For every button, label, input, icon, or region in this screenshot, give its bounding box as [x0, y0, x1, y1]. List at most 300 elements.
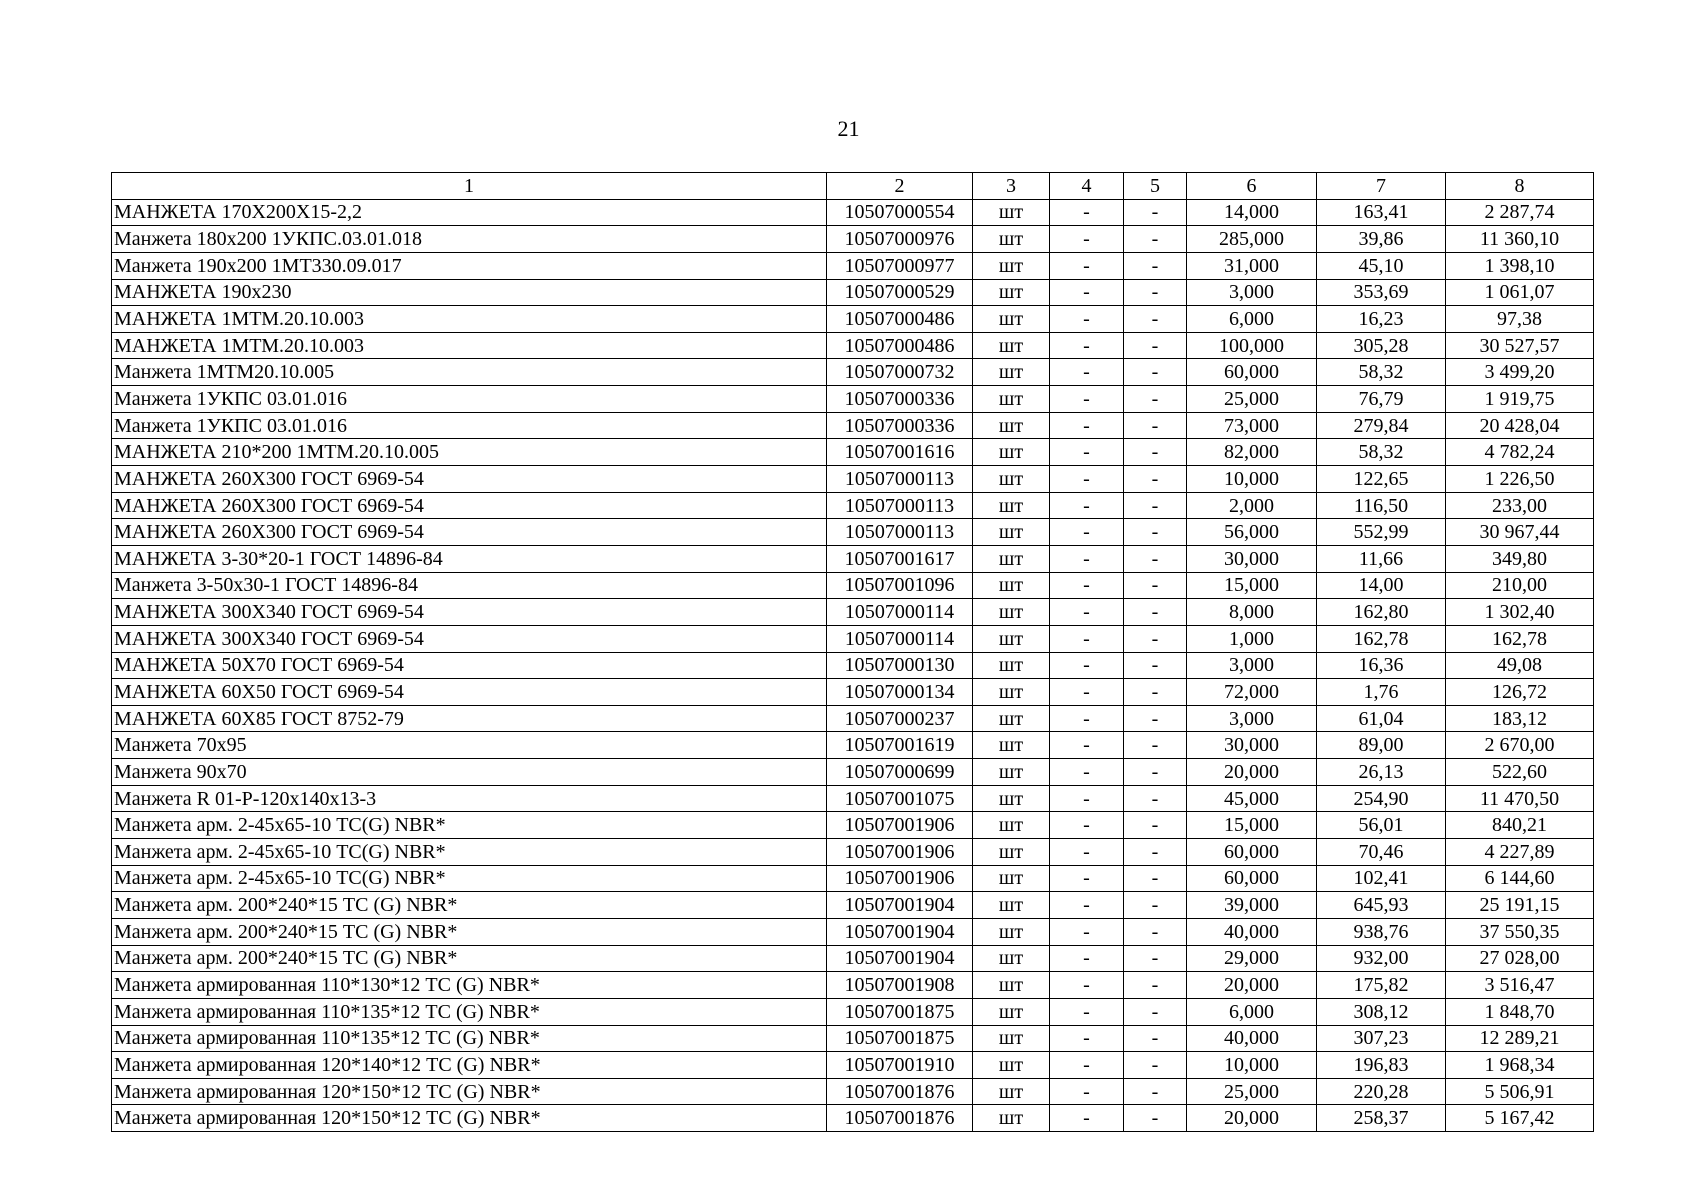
item-code-cell: 10507000554 — [827, 199, 973, 226]
item-code-cell: 10507000336 — [827, 412, 973, 439]
price-cell: 89,00 — [1317, 732, 1446, 759]
item-code-cell: 10507000486 — [827, 306, 973, 333]
item-name-cell: МАНЖЕТА 3-30*20-1 ГОСТ 14896-84 — [112, 545, 827, 572]
col4-cell: - — [1050, 386, 1124, 413]
quantity-cell: 2,000 — [1187, 492, 1317, 519]
item-name-cell: Манжета 3-50х30-1 ГОСТ 14896-84 — [112, 572, 827, 599]
price-cell: 254,90 — [1317, 785, 1446, 812]
table-row — [112, 1025, 1594, 1052]
column-header-7: 7 — [1317, 173, 1446, 200]
item-code-cell: 10507001906 — [827, 865, 973, 892]
quantity-cell: 60,000 — [1187, 865, 1317, 892]
column-header-3: 3 — [973, 173, 1050, 200]
unit-cell: шт — [973, 466, 1050, 493]
col5-cell: - — [1124, 599, 1187, 626]
quantity-cell: 45,000 — [1187, 785, 1317, 812]
column-header-2: 2 — [827, 173, 973, 200]
col4-cell: - — [1050, 812, 1124, 839]
table-row — [112, 732, 1594, 759]
table-row — [112, 545, 1594, 572]
quantity-cell: 10,000 — [1187, 1052, 1317, 1079]
col5-cell: - — [1124, 679, 1187, 706]
amount-cell: 522,60 — [1446, 759, 1594, 786]
unit-cell: шт — [973, 279, 1050, 306]
col4-cell: - — [1050, 466, 1124, 493]
col5-cell: - — [1124, 519, 1187, 546]
item-name-cell: Манжета армированная 120*140*12 TC (G) NBR* — [112, 1052, 827, 1079]
col4-cell: - — [1050, 785, 1124, 812]
col5-cell: - — [1124, 439, 1187, 466]
price-cell: 56,01 — [1317, 812, 1446, 839]
amount-cell: 3 499,20 — [1446, 359, 1594, 386]
unit-cell: шт — [973, 252, 1050, 279]
amount-cell: 210,00 — [1446, 572, 1594, 599]
table-row — [112, 599, 1594, 626]
col5-cell: - — [1124, 998, 1187, 1025]
col5-cell: - — [1124, 865, 1187, 892]
price-cell: 932,00 — [1317, 945, 1446, 972]
unit-cell: шт — [973, 759, 1050, 786]
col5-cell: - — [1124, 466, 1187, 493]
amount-cell: 11 470,50 — [1446, 785, 1594, 812]
col5-cell: - — [1124, 785, 1187, 812]
table-row — [112, 572, 1594, 599]
item-name-cell: Манжета 190х200 1МТ330.09.017 — [112, 252, 827, 279]
item-name-cell: МАНЖЕТА 190х230 — [112, 279, 827, 306]
item-name-cell: МАНЖЕТА 210*200 1МТМ.20.10.005 — [112, 439, 827, 466]
item-code-cell: 10507001904 — [827, 918, 973, 945]
amount-cell: 6 144,60 — [1446, 865, 1594, 892]
item-name-cell: Манжета армированная 110*130*12 TC (G) NBR* — [112, 972, 827, 999]
price-cell: 76,79 — [1317, 386, 1446, 413]
item-name-cell: Манжета 180х200 1УКПС.03.01.018 — [112, 226, 827, 253]
col5-cell: - — [1124, 199, 1187, 226]
price-cell: 1,76 — [1317, 679, 1446, 706]
item-code-cell: 10507001096 — [827, 572, 973, 599]
price-cell: 196,83 — [1317, 1052, 1446, 1079]
item-code-cell: 10507000699 — [827, 759, 973, 786]
table-row — [112, 332, 1594, 359]
price-cell: 353,69 — [1317, 279, 1446, 306]
price-cell: 116,50 — [1317, 492, 1446, 519]
col4-cell: - — [1050, 599, 1124, 626]
table-row — [112, 785, 1594, 812]
table-row — [112, 252, 1594, 279]
amount-cell: 5 167,42 — [1446, 1105, 1594, 1132]
amount-cell: 2 670,00 — [1446, 732, 1594, 759]
quantity-cell: 73,000 — [1187, 412, 1317, 439]
col4-cell: - — [1050, 332, 1124, 359]
quantity-cell: 100,000 — [1187, 332, 1317, 359]
item-name-cell: МАНЖЕТА 260Х300 ГОСТ 6969-54 — [112, 492, 827, 519]
amount-cell: 4 227,89 — [1446, 839, 1594, 866]
price-cell: 645,93 — [1317, 892, 1446, 919]
unit-cell: шт — [973, 625, 1050, 652]
price-cell: 58,32 — [1317, 359, 1446, 386]
amount-cell: 27 028,00 — [1446, 945, 1594, 972]
page-number: 21 — [837, 116, 860, 141]
col4-cell: - — [1050, 492, 1124, 519]
unit-cell: шт — [973, 679, 1050, 706]
item-name-cell: Манжета 70х95 — [112, 732, 827, 759]
unit-cell: шт — [973, 972, 1050, 999]
unit-cell: шт — [973, 732, 1050, 759]
amount-cell: 20 428,04 — [1446, 412, 1594, 439]
item-code-cell: 10507001910 — [827, 1052, 973, 1079]
unit-cell: шт — [973, 545, 1050, 572]
price-cell: 279,84 — [1317, 412, 1446, 439]
item-name-cell: МАНЖЕТА 260Х300 ГОСТ 6969-54 — [112, 466, 827, 493]
col5-cell: - — [1124, 306, 1187, 333]
col5-cell: - — [1124, 492, 1187, 519]
price-cell: 16,36 — [1317, 652, 1446, 679]
table-row — [112, 652, 1594, 679]
amount-cell: 1 919,75 — [1446, 386, 1594, 413]
item-name-cell: Манжета арм. 2-45х65-10 TC(G) NBR* — [112, 812, 827, 839]
col5-cell: - — [1124, 732, 1187, 759]
table-row — [112, 759, 1594, 786]
col4-cell: - — [1050, 439, 1124, 466]
unit-cell: шт — [973, 332, 1050, 359]
unit-cell: шт — [973, 572, 1050, 599]
table-row — [112, 199, 1594, 226]
price-cell: 102,41 — [1317, 865, 1446, 892]
price-cell: 220,28 — [1317, 1078, 1446, 1105]
item-code-cell: 10507001904 — [827, 892, 973, 919]
table-row — [112, 279, 1594, 306]
item-code-cell: 10507001617 — [827, 545, 973, 572]
item-name-cell: МАНЖЕТА 260Х300 ГОСТ 6969-54 — [112, 519, 827, 546]
item-code-cell: 10507000336 — [827, 386, 973, 413]
price-cell: 45,10 — [1317, 252, 1446, 279]
column-header-5: 5 — [1124, 173, 1187, 200]
price-cell: 938,76 — [1317, 918, 1446, 945]
amount-cell: 97,38 — [1446, 306, 1594, 333]
price-cell: 307,23 — [1317, 1025, 1446, 1052]
col5-cell: - — [1124, 839, 1187, 866]
col5-cell: - — [1124, 1078, 1187, 1105]
item-code-cell: 10507000529 — [827, 279, 973, 306]
col4-cell: - — [1050, 519, 1124, 546]
quantity-cell: 14,000 — [1187, 199, 1317, 226]
item-name-cell: Манжета 90х70 — [112, 759, 827, 786]
quantity-cell: 1,000 — [1187, 625, 1317, 652]
table-row — [112, 359, 1594, 386]
item-code-cell: 10507000113 — [827, 519, 973, 546]
unit-cell: шт — [973, 1078, 1050, 1105]
unit-cell: шт — [973, 226, 1050, 253]
item-name-cell: Манжета 1УКПС 03.01.016 — [112, 412, 827, 439]
unit-cell: шт — [973, 892, 1050, 919]
item-code-cell: 10507000977 — [827, 252, 973, 279]
unit-cell: шт — [973, 839, 1050, 866]
col4-cell: - — [1050, 652, 1124, 679]
col5-cell: - — [1124, 1105, 1187, 1132]
table-row — [112, 492, 1594, 519]
item-name-cell: Манжета армированная 120*150*12 TC (G) NBR* — [112, 1078, 827, 1105]
item-code-cell: 10507001904 — [827, 945, 973, 972]
amount-cell: 49,08 — [1446, 652, 1594, 679]
item-code-cell: 10507000237 — [827, 705, 973, 732]
price-cell: 305,28 — [1317, 332, 1446, 359]
table-row — [112, 306, 1594, 333]
item-code-cell: 10507001875 — [827, 1025, 973, 1052]
price-cell: 175,82 — [1317, 972, 1446, 999]
quantity-cell: 25,000 — [1187, 1078, 1317, 1105]
item-code-cell: 10507001876 — [827, 1105, 973, 1132]
price-cell: 26,13 — [1317, 759, 1446, 786]
table-row — [112, 865, 1594, 892]
col5-cell: - — [1124, 572, 1187, 599]
quantity-cell: 3,000 — [1187, 279, 1317, 306]
amount-cell: 349,80 — [1446, 545, 1594, 572]
amount-cell: 5 506,91 — [1446, 1078, 1594, 1105]
amount-cell: 30 527,57 — [1446, 332, 1594, 359]
quantity-cell: 56,000 — [1187, 519, 1317, 546]
table-row — [112, 972, 1594, 999]
col4-cell: - — [1050, 359, 1124, 386]
item-code-cell: 10507000130 — [827, 652, 973, 679]
item-code-cell: 10507000732 — [827, 359, 973, 386]
quantity-cell: 60,000 — [1187, 839, 1317, 866]
quantity-cell: 20,000 — [1187, 759, 1317, 786]
item-name-cell: МАНЖЕТА 60Х85 ГОСТ 8752-79 — [112, 705, 827, 732]
amount-cell: 1 848,70 — [1446, 998, 1594, 1025]
item-code-cell: 10507001616 — [827, 439, 973, 466]
item-code-cell: 10507001075 — [827, 785, 973, 812]
quantity-cell: 15,000 — [1187, 572, 1317, 599]
quantity-cell: 30,000 — [1187, 732, 1317, 759]
amount-cell: 30 967,44 — [1446, 519, 1594, 546]
quantity-cell: 3,000 — [1187, 652, 1317, 679]
item-name-cell: Манжета арм. 200*240*15 TC (G) NBR* — [112, 945, 827, 972]
amount-cell: 183,12 — [1446, 705, 1594, 732]
col5-cell: - — [1124, 705, 1187, 732]
col5-cell: - — [1124, 1025, 1187, 1052]
col5-cell: - — [1124, 359, 1187, 386]
item-code-cell: 10507000486 — [827, 332, 973, 359]
table-row — [112, 519, 1594, 546]
col4-cell: - — [1050, 759, 1124, 786]
col5-cell: - — [1124, 252, 1187, 279]
quantity-cell: 40,000 — [1187, 1025, 1317, 1052]
item-name-cell: МАНЖЕТА 1МТМ.20.10.003 — [112, 332, 827, 359]
col4-cell: - — [1050, 279, 1124, 306]
unit-cell: шт — [973, 412, 1050, 439]
unit-cell: шт — [973, 998, 1050, 1025]
col4-cell: - — [1050, 199, 1124, 226]
quantity-cell: 10,000 — [1187, 466, 1317, 493]
price-cell: 14,00 — [1317, 572, 1446, 599]
item-name-cell: МАНЖЕТА 300Х340 ГОСТ 6969-54 — [112, 599, 827, 626]
quantity-cell: 72,000 — [1187, 679, 1317, 706]
price-cell: 58,32 — [1317, 439, 1446, 466]
col4-cell: - — [1050, 545, 1124, 572]
unit-cell: шт — [973, 705, 1050, 732]
table-row — [112, 998, 1594, 1025]
unit-cell: шт — [973, 918, 1050, 945]
col5-cell: - — [1124, 972, 1187, 999]
col5-cell: - — [1124, 1052, 1187, 1079]
table-row — [112, 625, 1594, 652]
unit-cell: шт — [973, 492, 1050, 519]
amount-cell: 1 968,34 — [1446, 1052, 1594, 1079]
price-cell: 11,66 — [1317, 545, 1446, 572]
table-row — [112, 679, 1594, 706]
unit-cell: шт — [973, 439, 1050, 466]
amount-cell: 1 398,10 — [1446, 252, 1594, 279]
unit-cell: шт — [973, 599, 1050, 626]
unit-cell: шт — [973, 865, 1050, 892]
table-row — [112, 892, 1594, 919]
col5-cell: - — [1124, 386, 1187, 413]
item-code-cell: 10507001906 — [827, 839, 973, 866]
table-row — [112, 839, 1594, 866]
price-cell: 70,46 — [1317, 839, 1446, 866]
col5-cell: - — [1124, 625, 1187, 652]
table-row — [112, 918, 1594, 945]
amount-cell: 162,78 — [1446, 625, 1594, 652]
price-cell: 162,80 — [1317, 599, 1446, 626]
table-row — [112, 226, 1594, 253]
col4-cell: - — [1050, 865, 1124, 892]
col4-cell: - — [1050, 839, 1124, 866]
item-name-cell: МАНЖЕТА 1МТМ.20.10.003 — [112, 306, 827, 333]
price-cell: 61,04 — [1317, 705, 1446, 732]
item-name-cell: Манжета армированная 120*150*12 TC (G) NBR* — [112, 1105, 827, 1132]
item-name-cell: Манжета арм. 2-45х65-10 TC(G) NBR* — [112, 865, 827, 892]
column-header-6: 6 — [1187, 173, 1317, 200]
unit-cell: шт — [973, 386, 1050, 413]
quantity-cell: 15,000 — [1187, 812, 1317, 839]
col4-cell: - — [1050, 918, 1124, 945]
col4-cell: - — [1050, 732, 1124, 759]
col4-cell: - — [1050, 945, 1124, 972]
item-code-cell: 10507000134 — [827, 679, 973, 706]
amount-cell: 11 360,10 — [1446, 226, 1594, 253]
quantity-cell: 20,000 — [1187, 1105, 1317, 1132]
col4-cell: - — [1050, 892, 1124, 919]
amount-cell: 2 287,74 — [1446, 199, 1594, 226]
col5-cell: - — [1124, 918, 1187, 945]
unit-cell: шт — [973, 812, 1050, 839]
table-row — [112, 945, 1594, 972]
price-cell: 258,37 — [1317, 1105, 1446, 1132]
item-code-cell: 10507000113 — [827, 492, 973, 519]
unit-cell: шт — [973, 1025, 1050, 1052]
price-cell: 163,41 — [1317, 199, 1446, 226]
item-name-cell: Манжета армированная 110*135*12 TC (G) NBR* — [112, 998, 827, 1025]
col5-cell: - — [1124, 652, 1187, 679]
col4-cell: - — [1050, 679, 1124, 706]
quantity-cell: 285,000 — [1187, 226, 1317, 253]
table-row — [112, 1078, 1594, 1105]
item-name-cell: Манжета арм. 200*240*15 TC (G) NBR* — [112, 892, 827, 919]
item-name-cell: Манжета 1МТМ20.10.005 — [112, 359, 827, 386]
col5-cell: - — [1124, 945, 1187, 972]
col4-cell: - — [1050, 1078, 1124, 1105]
quantity-cell: 82,000 — [1187, 439, 1317, 466]
item-code-cell: 10507000976 — [827, 226, 973, 253]
column-header-4: 4 — [1050, 173, 1124, 200]
price-cell: 122,65 — [1317, 466, 1446, 493]
unit-cell: шт — [973, 1052, 1050, 1079]
col4-cell: - — [1050, 572, 1124, 599]
item-code-cell: 10507001908 — [827, 972, 973, 999]
unit-cell: шт — [973, 945, 1050, 972]
amount-cell: 233,00 — [1446, 492, 1594, 519]
col5-cell: - — [1124, 545, 1187, 572]
amount-cell: 840,21 — [1446, 812, 1594, 839]
item-name-cell: Манжета армированная 110*135*12 TC (G) NBR* — [112, 1025, 827, 1052]
quantity-cell: 8,000 — [1187, 599, 1317, 626]
col4-cell: - — [1050, 252, 1124, 279]
price-cell: 16,23 — [1317, 306, 1446, 333]
table-row — [112, 439, 1594, 466]
item-code-cell: 10507000113 — [827, 466, 973, 493]
amount-cell: 12 289,21 — [1446, 1025, 1594, 1052]
unit-cell: шт — [973, 306, 1050, 333]
amount-cell: 1 226,50 — [1446, 466, 1594, 493]
col5-cell: - — [1124, 812, 1187, 839]
col4-cell: - — [1050, 998, 1124, 1025]
unit-cell: шт — [973, 1105, 1050, 1132]
item-name-cell: Манжета арм. 2-45х65-10 TC(G) NBR* — [112, 839, 827, 866]
amount-cell: 37 550,35 — [1446, 918, 1594, 945]
amount-cell: 3 516,47 — [1446, 972, 1594, 999]
price-cell: 552,99 — [1317, 519, 1446, 546]
item-name-cell: МАНЖЕТА 300Х340 ГОСТ 6969-54 — [112, 625, 827, 652]
quantity-cell: 39,000 — [1187, 892, 1317, 919]
quantity-cell: 20,000 — [1187, 972, 1317, 999]
quantity-cell: 3,000 — [1187, 705, 1317, 732]
col4-cell: - — [1050, 1105, 1124, 1132]
item-code-cell: 10507001619 — [827, 732, 973, 759]
table-row — [112, 386, 1594, 413]
amount-cell: 1 302,40 — [1446, 599, 1594, 626]
item-name-cell: Манжета арм. 200*240*15 TC (G) NBR* — [112, 918, 827, 945]
item-code-cell: 10507001906 — [827, 812, 973, 839]
inventory-table — [111, 172, 1594, 1132]
table-row — [112, 466, 1594, 493]
item-code-cell: 10507001875 — [827, 998, 973, 1025]
item-code-cell: 10507001876 — [827, 1078, 973, 1105]
col5-cell: - — [1124, 412, 1187, 439]
col5-cell: - — [1124, 759, 1187, 786]
item-code-cell: 10507000114 — [827, 599, 973, 626]
quantity-cell: 6,000 — [1187, 306, 1317, 333]
table-row — [112, 1052, 1594, 1079]
quantity-cell: 25,000 — [1187, 386, 1317, 413]
quantity-cell: 6,000 — [1187, 998, 1317, 1025]
col4-cell: - — [1050, 412, 1124, 439]
col4-cell: - — [1050, 1025, 1124, 1052]
col4-cell: - — [1050, 625, 1124, 652]
price-cell: 162,78 — [1317, 625, 1446, 652]
item-name-cell: Манжета R 01-P-120х140х13-3 — [112, 785, 827, 812]
price-cell: 39,86 — [1317, 226, 1446, 253]
table-row — [112, 1105, 1594, 1132]
unit-cell: шт — [973, 199, 1050, 226]
quantity-cell: 40,000 — [1187, 918, 1317, 945]
column-header-8: 8 — [1446, 173, 1594, 200]
col5-cell: - — [1124, 226, 1187, 253]
unit-cell: шт — [973, 652, 1050, 679]
item-code-cell: 10507000114 — [827, 625, 973, 652]
col4-cell: - — [1050, 306, 1124, 333]
item-name-cell: МАНЖЕТА 170Х200Х15-2,2 — [112, 199, 827, 226]
price-cell: 308,12 — [1317, 998, 1446, 1025]
